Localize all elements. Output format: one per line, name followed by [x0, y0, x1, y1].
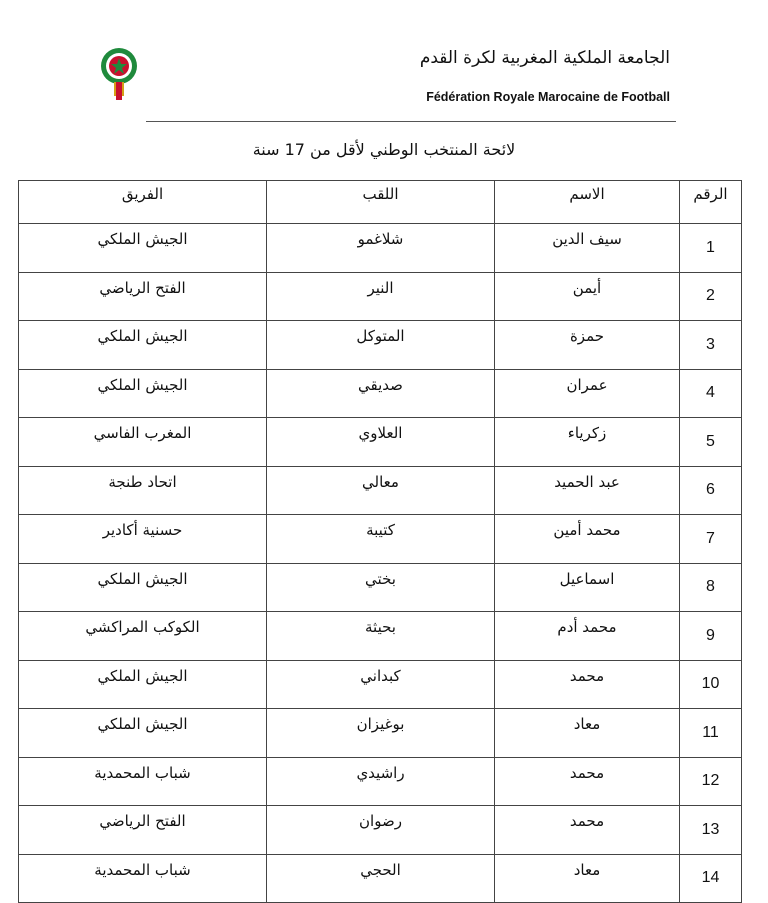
player-team-cell: حسنية أكادير — [19, 515, 267, 564]
player-surname-cell: بختي — [267, 563, 495, 612]
player-name-cell: معاد — [495, 709, 680, 758]
federation-name-french: Fédération Royale Marocaine de Football — [426, 90, 670, 104]
player-surname-cell: راشيدي — [267, 757, 495, 806]
player-number-cell: 4 — [680, 369, 742, 418]
player-surname-cell: كبداني — [267, 660, 495, 709]
header-divider — [146, 121, 676, 122]
player-name-cell: اسماعيل — [495, 563, 680, 612]
player-surname-cell: كتيبة — [267, 515, 495, 564]
player-surname-cell: الحجي — [267, 854, 495, 903]
player-name-cell: محمد أمين — [495, 515, 680, 564]
player-surname-cell: رضوان — [267, 806, 495, 855]
table-row — [19, 854, 742, 903]
player-team-cell: الجيش الملكي — [19, 563, 267, 612]
table-row — [19, 563, 742, 612]
player-team-cell: شباب المحمدية — [19, 854, 267, 903]
player-number-cell: 7 — [680, 515, 742, 564]
player-number-cell: 5 — [680, 418, 742, 467]
player-number-cell: 8 — [680, 563, 742, 612]
player-team-cell: الجيش الملكي — [19, 709, 267, 758]
player-number-cell: 11 — [680, 709, 742, 758]
table-row — [19, 272, 742, 321]
player-number-cell: 1 — [680, 224, 742, 273]
table-header-row — [19, 181, 742, 224]
player-name-cell: أيمن — [495, 272, 680, 321]
player-name-cell: محمد — [495, 806, 680, 855]
player-surname-cell: العلاوي — [267, 418, 495, 467]
page-title: لائحة المنتخب الوطني لأقل من 17 سنة — [252, 140, 516, 159]
player-surname-cell: النير — [267, 272, 495, 321]
table-row — [19, 466, 742, 515]
squad-table — [18, 180, 742, 903]
player-team-cell: الجيش الملكي — [19, 369, 267, 418]
player-surname-cell: بحيثة — [267, 612, 495, 661]
player-name-cell: محمد — [495, 660, 680, 709]
table-row — [19, 806, 742, 855]
player-number-cell: 12 — [680, 757, 742, 806]
player-name-cell: حمزة — [495, 321, 680, 370]
player-number-cell: 2 — [680, 272, 742, 321]
player-number-cell: 3 — [680, 321, 742, 370]
player-team-cell: الجيش الملكي — [19, 321, 267, 370]
player-team-cell: اتحاد طنجة — [19, 466, 267, 515]
player-number-cell: 9 — [680, 612, 742, 661]
header-surname: اللقب — [267, 181, 495, 224]
player-surname-cell: المتوكل — [267, 321, 495, 370]
table-row — [19, 612, 742, 661]
player-name-cell: محمد أدم — [495, 612, 680, 661]
table-row — [19, 709, 742, 758]
player-number-cell: 14 — [680, 854, 742, 903]
federation-name-arabic: الجامعة الملكية المغربية لكرة القدم — [419, 48, 670, 68]
player-name-cell: معاد — [495, 854, 680, 903]
player-name-cell: عمران — [495, 369, 680, 418]
player-team-cell: الفتح الرياضي — [19, 272, 267, 321]
player-team-cell: الجيش الملكي — [19, 660, 267, 709]
player-name-cell: محمد — [495, 757, 680, 806]
table-row — [19, 418, 742, 467]
player-number-cell: 13 — [680, 806, 742, 855]
player-team-cell: شباب المحمدية — [19, 757, 267, 806]
frmf-crest-icon — [98, 46, 140, 102]
table-row — [19, 757, 742, 806]
player-team-cell: المغرب الفاسي — [19, 418, 267, 467]
header-team: الفريق — [19, 181, 267, 224]
table-row — [19, 369, 742, 418]
player-name-cell: سيف الدين — [495, 224, 680, 273]
player-number-cell: 6 — [680, 466, 742, 515]
table-row — [19, 660, 742, 709]
player-number-cell: 10 — [680, 660, 742, 709]
player-name-cell: عبد الحميد — [495, 466, 680, 515]
player-team-cell: الجيش الملكي — [19, 224, 267, 273]
header-name: الاسم — [495, 181, 680, 224]
table-row — [19, 515, 742, 564]
player-team-cell: الفتح الرياضي — [19, 806, 267, 855]
player-name-cell: زكرياء — [495, 418, 680, 467]
player-surname-cell: صديقي — [267, 369, 495, 418]
player-team-cell: الكوكب المراكشي — [19, 612, 267, 661]
table-row — [19, 224, 742, 273]
player-surname-cell: شلاغمو — [267, 224, 495, 273]
player-surname-cell: معالي — [267, 466, 495, 515]
table-row — [19, 321, 742, 370]
header-number: الرقم — [680, 181, 742, 224]
player-surname-cell: بوغيزان — [267, 709, 495, 758]
